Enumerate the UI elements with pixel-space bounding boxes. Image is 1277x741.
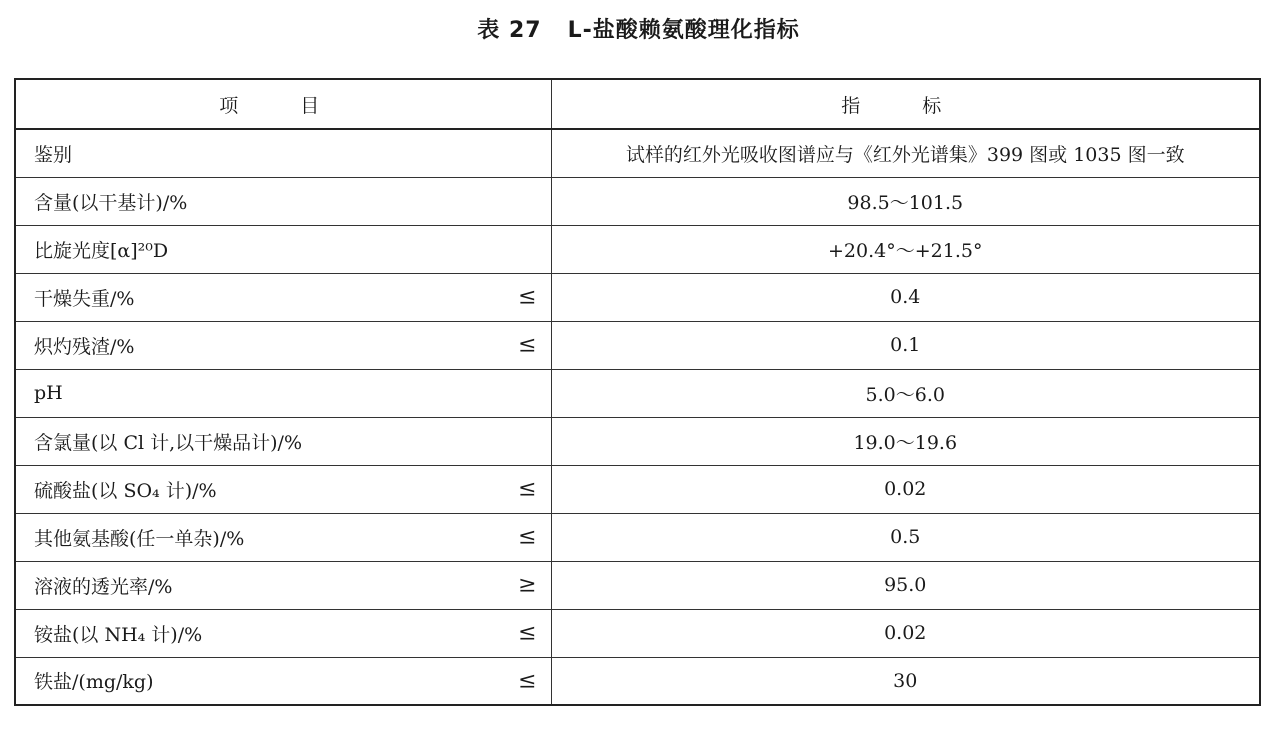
table-row	[15, 177, 1260, 225]
operator: ≤	[518, 524, 537, 550]
value-cell: 0.5	[551, 513, 1260, 561]
table-title-text: L-盐酸赖氨酸理化指标	[567, 18, 800, 43]
item-cell	[15, 465, 551, 513]
item-label: 铁盐/(mg/kg)	[34, 671, 154, 694]
value-cell: 0.4	[551, 273, 1260, 321]
header-row	[15, 79, 1260, 129]
item-label: pH	[34, 382, 63, 404]
operator: ≥	[518, 572, 537, 598]
item-cell	[15, 561, 551, 609]
value-cell: 0.02	[551, 609, 1260, 657]
table-row	[15, 273, 1260, 321]
item-label: 其他氨基酸(任一单杂)/%	[34, 527, 245, 550]
item-cell	[15, 609, 551, 657]
item-cell	[15, 369, 551, 417]
header-value: 指 标	[551, 79, 1260, 129]
value-cell: 5.0～6.0	[551, 369, 1260, 417]
item-cell	[15, 225, 551, 273]
table-row	[15, 129, 1260, 177]
item-cell	[15, 177, 551, 225]
item-cell	[15, 657, 551, 705]
table-row	[15, 417, 1260, 465]
table-row	[15, 561, 1260, 609]
header-item: 项 目	[15, 79, 551, 129]
value-cell: 试样的红外光吸收图谱应与《红外光谱集》399 图或 1035 图一致	[551, 129, 1260, 177]
item-cell	[15, 129, 551, 177]
item-label: 溶液的透光率/%	[34, 575, 173, 598]
item-cell	[15, 321, 551, 369]
table-row	[15, 609, 1260, 657]
value-cell: 0.02	[551, 465, 1260, 513]
table-body	[15, 129, 1260, 705]
table-row	[15, 321, 1260, 369]
value-cell: 98.5～101.5	[551, 177, 1260, 225]
table-row	[15, 657, 1260, 705]
operator: ≤	[518, 668, 537, 694]
table-row	[15, 225, 1260, 273]
value-cell: 0.1	[551, 321, 1260, 369]
item-cell	[15, 417, 551, 465]
item-label: 含氯量(以 Cl 计,以干燥品计)/%	[34, 431, 303, 454]
table-number: 表 27	[477, 18, 542, 43]
item-cell	[15, 273, 551, 321]
operator: ≤	[518, 284, 537, 310]
item-label: 硫酸盐(以 SO₄ 计)/%	[34, 479, 217, 502]
item-label: 鉴别	[34, 143, 73, 166]
item-label: 干燥失重/%	[34, 287, 135, 310]
table-title	[0, 14, 1277, 48]
table-row	[15, 465, 1260, 513]
item-label: 铵盐(以 NH₄ 计)/%	[34, 623, 203, 646]
table-row	[15, 369, 1260, 417]
operator: ≤	[518, 476, 537, 502]
value-cell: 19.0～19.6	[551, 417, 1260, 465]
operator: ≤	[518, 332, 537, 358]
value-cell: 30	[551, 657, 1260, 705]
item-cell	[15, 513, 551, 561]
spec-table	[14, 78, 1261, 706]
item-label: 炽灼残渣/%	[34, 335, 135, 358]
value-cell: 95.0	[551, 561, 1260, 609]
operator: ≤	[518, 620, 537, 646]
table-row	[15, 513, 1260, 561]
item-label: 含量(以干基计)/%	[34, 191, 188, 214]
item-label: 比旋光度[α]²⁰D	[34, 239, 169, 262]
value-cell: +20.4°～+21.5°	[551, 225, 1260, 273]
